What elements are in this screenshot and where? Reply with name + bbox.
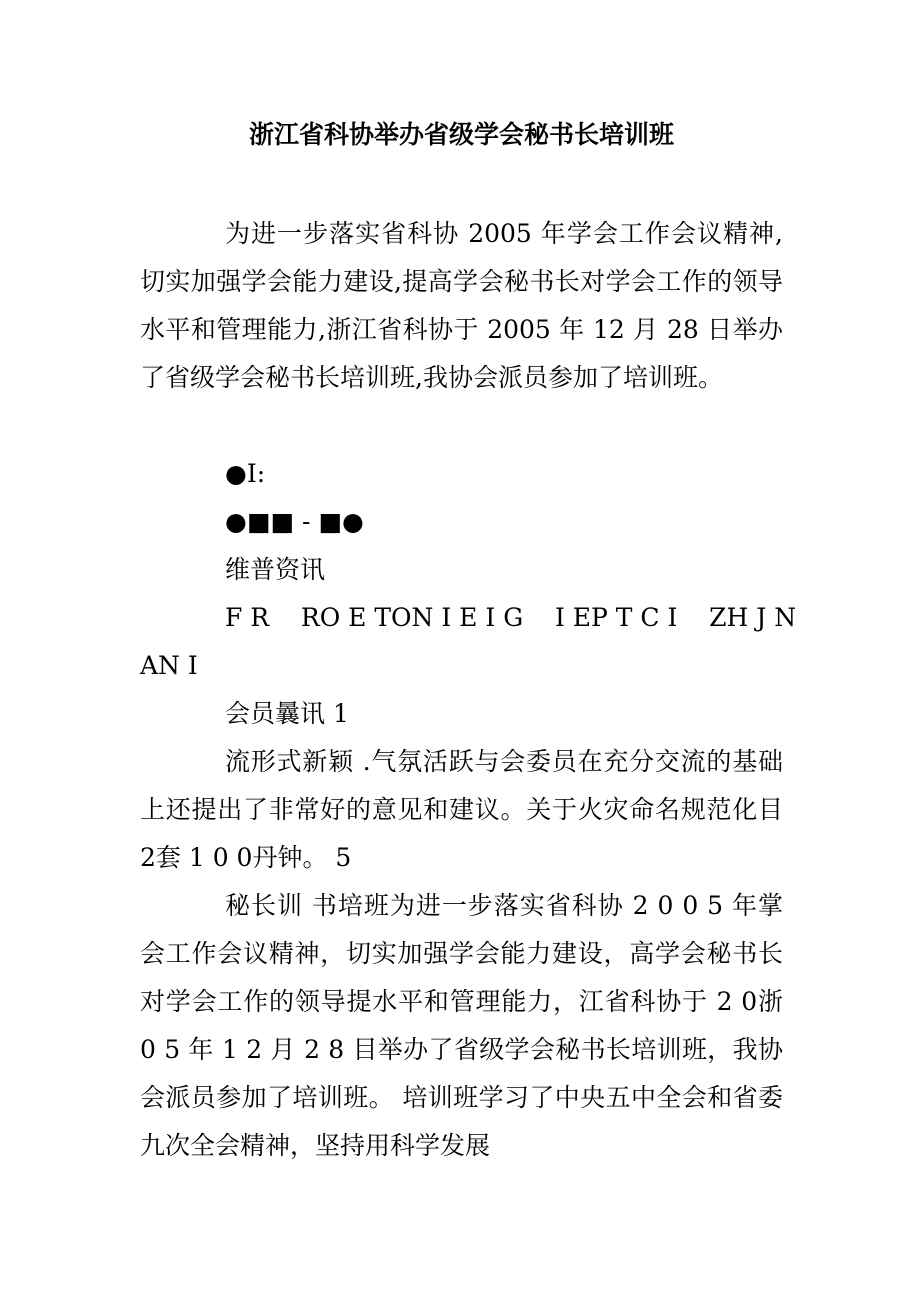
- paragraph-training: 秘长训 书培班为进一步落实省科协 2 0 0 5 年掌会工作会议精神，切实加强学会能力建设，高学会秘书长对学会工作的领导提水平和管理能力，江省科协于 2 0浙 0 5 年 1 2 月 2 8 目举办了省级学会秘书长培训班，我协会派员参加了培训班。 培训班学习了中央五中全会和省委九次全会精神，坚持用科学发展: [140, 891, 783, 1160]
- symbol-line-1: ●I:: [225, 459, 266, 488]
- paragraph-intro: 为进一步落实省科协 2005 年学会工作会议精神,切实加强学会能力建设,提高学会秘书长对学会工作的领导水平和管理能力,浙江省科协于 2005 年 12 月 28 日举办了省级学会秘书长培训班,我协会派员参加了培训班。: [140, 219, 783, 392]
- garbled-line-1: F R RO E TON I E I G I EP T C I ZH J N: [225, 603, 797, 632]
- symbol-line-2: ●■■ - ■●: [225, 507, 364, 536]
- newsletter-label: 会员曩讯 1: [225, 699, 349, 728]
- garbled-line-2: AN I: [140, 651, 198, 680]
- document-title: 浙江省科协举办省级学会秘书长培训班: [248, 120, 674, 149]
- paragraph-feedback: 流形式新颖 .气氛活跃与会委员在充分交流的基础上还提出了非常好的意见和建议。关于火灾命名规范化目 2套 1 0 0丹钟。 5: [140, 747, 783, 872]
- weipu-label: 维普资讯: [225, 555, 326, 584]
